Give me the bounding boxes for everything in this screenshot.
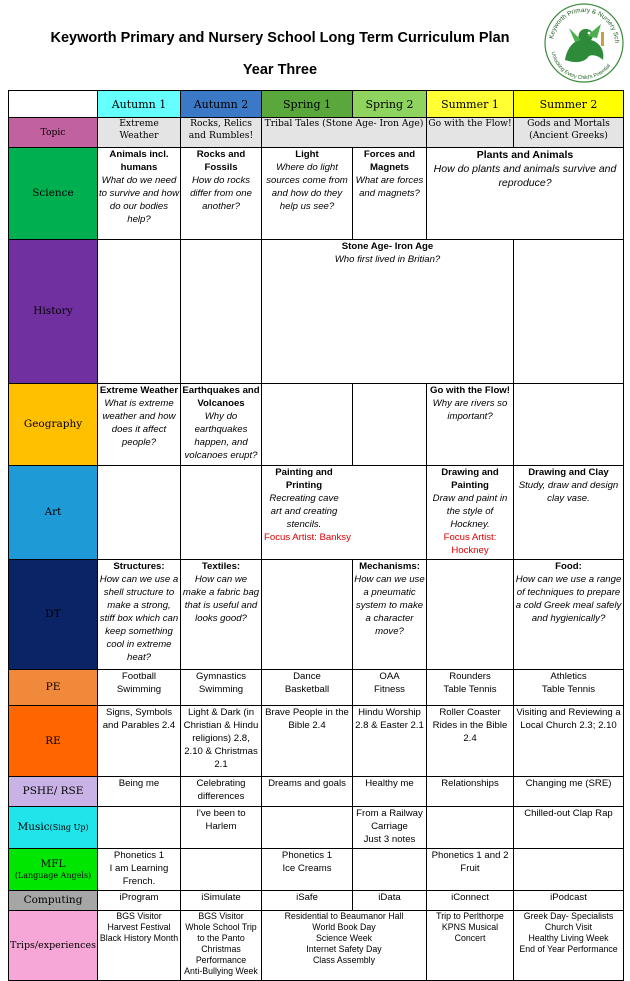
computing-label: Computing	[9, 891, 98, 911]
term-header-row	[9, 91, 624, 118]
topic-cell: Tribal Tales (Stone Age- Iron Age)	[262, 118, 427, 148]
history-cell: Stone Age- Iron Age Who first lived in Britian?	[262, 240, 514, 384]
pe-cell: Rounders Table Tennis	[427, 670, 514, 706]
dt-cell	[262, 560, 353, 670]
re-cell: Signs, Symbols and Parables 2.4	[98, 706, 181, 777]
science-cell: Forces and Magnets What are forces and magnets?	[353, 148, 427, 240]
trips-label: Trips/experiences	[9, 911, 98, 981]
topic-cell: Gods and Mortals (Ancient Greeks)	[514, 118, 624, 148]
dt-cell: Mechanisms: How can we use a pneumatic system to make a character move?	[353, 560, 427, 670]
pe-row	[9, 670, 624, 706]
art-cell: Drawing and Painting Draw and paint in the style of Hockney. Focus Artist: Hockney	[427, 466, 514, 560]
page-subtitle: Year Three	[242, 62, 318, 78]
topic-cell: Rocks, Relics and Rumbles!	[181, 118, 262, 148]
pshe-cell: Relationships	[427, 777, 514, 807]
re-label: RE	[9, 706, 98, 777]
trips-row	[9, 911, 624, 981]
topic-row	[9, 118, 624, 148]
term-autumn-1: Autumn 1	[98, 91, 181, 118]
mfl-label: MFL (Language Angels)	[9, 849, 98, 891]
topic-cell: Extreme Weather	[98, 118, 181, 148]
geography-cell: Earthquakes and Volcanoes Why do earthquakes happen, and volcanoes erupt?	[181, 384, 262, 466]
pe-cell: Dance Basketball	[262, 670, 353, 706]
history-cell	[514, 240, 624, 384]
geography-cell: Extreme Weather What is extreme weather and how does it affect people?	[98, 384, 181, 466]
page-title: Keyworth Primary and Nursery School Long Term Curriculum Plan	[50, 30, 510, 46]
re-cell: Hindu Worship 2.8 & Easter 2.1	[353, 706, 427, 777]
mfl-cell	[181, 849, 262, 891]
computing-cell: iData	[353, 891, 427, 911]
re-row	[9, 706, 624, 777]
science-cell: Rocks and Fossils How do rocks differ from one another?	[181, 148, 262, 240]
mfl-cell	[514, 849, 624, 891]
art-cell: Drawing and Clay Study, draw and design clay vase.	[514, 466, 624, 560]
pe-label: PE	[9, 670, 98, 706]
trips-cell: BGS Visitor Whole School Trip to the Panto Christmas Performance Anti-Bullying Week	[181, 911, 262, 981]
geography-cell	[262, 384, 353, 466]
term-summer-2: Summer 2	[514, 91, 624, 118]
trips-cell: Residential to Beaumanor Hall World Book Day Science Week Internet Safety Day Class Assembly	[262, 911, 427, 981]
pshe-label: PSHE/ RSE	[9, 777, 98, 807]
dt-row	[9, 560, 624, 670]
dt-cell	[427, 560, 514, 670]
trips-cell: Trip to Perlthorpe KPNS Musical Concert	[427, 911, 514, 981]
geography-cell	[353, 384, 427, 466]
pshe-row	[9, 777, 624, 807]
music-label: Music(Sing Up)	[9, 807, 98, 849]
re-cell: Visiting and Reviewing a Local Church 2.3; 2.10	[514, 706, 624, 777]
dt-cell: Food: How can we use a range of techniques to prepare a cold Greek meal safely and hygienically?	[514, 560, 624, 670]
history-row	[9, 240, 624, 384]
computing-cell: iPodcast	[514, 891, 624, 911]
mfl-cell	[353, 849, 427, 891]
music-cell: I've been to Harlem	[181, 807, 262, 849]
topic-label: Topic	[9, 118, 98, 148]
logo-motto-text: Unlocking Every Child's Potential	[549, 51, 613, 82]
art-cell	[98, 466, 181, 560]
pe-cell: Gymnastics Swimming	[181, 670, 262, 706]
geography-cell	[514, 384, 624, 466]
pshe-cell: Changing me (SRE)	[514, 777, 624, 807]
music-cell: From a Railway Carriage Just 3 notes	[353, 807, 427, 849]
curriculum-table	[8, 90, 624, 981]
science-cell: Animals incl. humans What do we need to survive and how do our bodies help?	[98, 148, 181, 240]
pshe-cell: Celebrating differences	[181, 777, 262, 807]
term-summer-1: Summer 1	[427, 91, 514, 118]
music-cell	[427, 807, 514, 849]
computing-cell: iSimulate	[181, 891, 262, 911]
geography-label: Geography	[9, 384, 98, 466]
mfl-cell: Phonetics 1 I am Learning French.	[98, 849, 181, 891]
music-cell: Chilled-out Clap Rap	[514, 807, 624, 849]
science-cell: Plants and Animals How do plants and animals survive and reproduce?	[427, 148, 624, 240]
pshe-cell: Healthy me	[353, 777, 427, 807]
music-cell	[262, 807, 353, 849]
re-cell: Brave People in the Bible 2.4	[262, 706, 353, 777]
re-cell: Roller Coaster Rides in the Bible 2.4	[427, 706, 514, 777]
dt-cell: Textiles: How can we make a fabric bag that is useful and looks good?	[181, 560, 262, 670]
re-cell: Light & Dark (in Christian & Hindu religions) 2.8, 2.10 & Christmas 2.1	[181, 706, 262, 777]
topic-cell: Go with the Flow!	[427, 118, 514, 148]
pe-cell: Football Swimming	[98, 670, 181, 706]
geography-cell: Go with the Flow! Why are rivers so important?	[427, 384, 514, 466]
computing-cell: iSafe	[262, 891, 353, 911]
term-spring-2: Spring 2	[353, 91, 427, 118]
history-label: History	[9, 240, 98, 384]
mfl-cell: Phonetics 1 Ice Creams	[262, 849, 353, 891]
pe-cell: Athletics Table Tennis	[514, 670, 624, 706]
art-cell	[181, 466, 262, 560]
trips-cell: Greek Day- Specialists Church Visit Healthy Living Week End of Year Performance	[514, 911, 624, 981]
computing-row	[9, 891, 624, 911]
corner-cell	[9, 91, 98, 118]
term-autumn-2: Autumn 2	[181, 91, 262, 118]
geography-row	[9, 384, 624, 466]
pshe-cell: Dreams and goals	[262, 777, 353, 807]
school-logo	[543, 2, 625, 84]
pe-cell: OAA Fitness	[353, 670, 427, 706]
science-cell: Light Where do light sources come from and how do they help us see?	[262, 148, 353, 240]
computing-cell: iProgram	[98, 891, 181, 911]
dt-label: DT	[9, 560, 98, 670]
art-label: Art	[9, 466, 98, 560]
history-cell	[181, 240, 262, 384]
music-cell	[98, 807, 181, 849]
computing-cell: iConnect	[427, 891, 514, 911]
mfl-row	[9, 849, 624, 891]
music-row	[9, 807, 624, 849]
art-cell: Painting and Printing Recreating cave art and creating stencils. Focus Artist: Banksy	[262, 466, 427, 560]
trips-cell: BGS Visitor Harvest Festival Black History Month	[98, 911, 181, 981]
logo-name-text: Keyworth Primary & Nursery Sch	[548, 6, 621, 44]
art-row	[9, 466, 624, 560]
science-label: Science	[9, 148, 98, 240]
history-cell	[98, 240, 181, 384]
mfl-cell: Phonetics 1 and 2 Fruit	[427, 849, 514, 891]
science-row	[9, 148, 624, 240]
term-spring-1: Spring 1	[262, 91, 353, 118]
pshe-cell: Being me	[98, 777, 181, 807]
dt-cell: Structures: How can we use a shell structure to make a strong, stiff box which can keep something cool in extreme heat?	[98, 560, 181, 670]
